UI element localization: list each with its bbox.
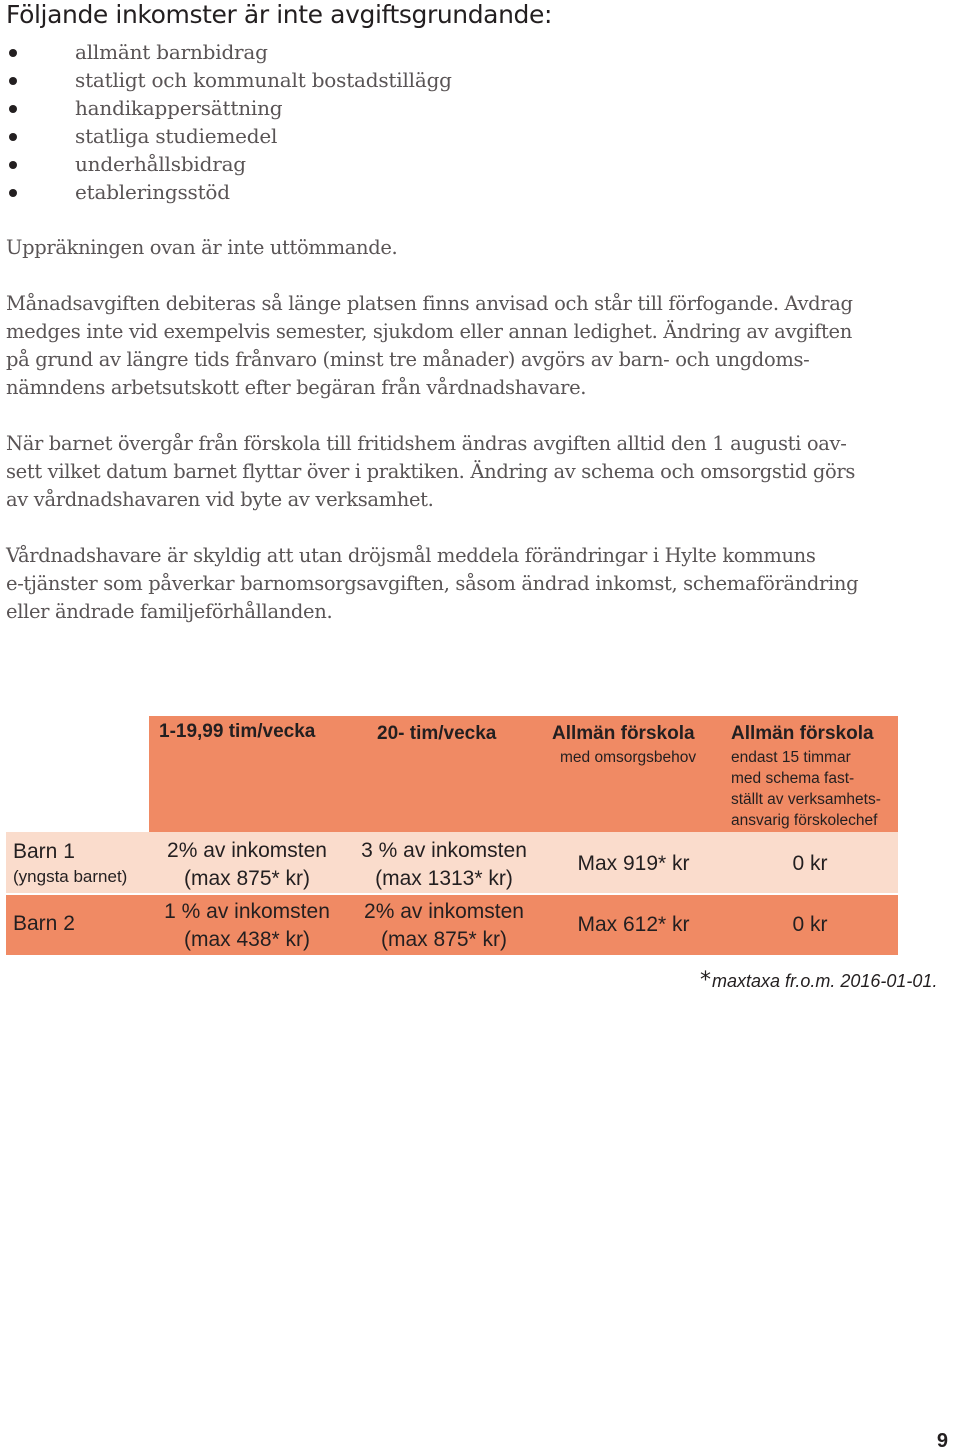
footnote-asterisk: * (700, 968, 711, 993)
table-cell: Max 612* kr (577, 913, 690, 936)
row-label: Barn 2 (13, 912, 75, 935)
bullet-icon (9, 49, 17, 57)
table-cell: 3 % av inkomsten (max 1313* kr) (361, 839, 527, 890)
footnote: maxtaxa fr.o.m. 2016-01-01. (712, 971, 938, 991)
column-header: Allmän förskola (552, 723, 695, 744)
row-sublabel: (yngsta barnet) (13, 867, 128, 886)
paragraph-guardian-duty: Vårdnadshavare är skyldig att utan dröjsmål meddela förändringar i Hylte kommuns e-tjänster som påverkar barnomsorgsavgiften, såsom ändrad inkomst, schemaförändring eller ändrade familjeförhållanden. (6, 544, 859, 623)
column-header: 1-19,99 tim/vecka (159, 721, 316, 742)
section-heading: Följande inkomster är inte avgiftsgrundande: (6, 0, 553, 29)
paragraph-not-exhaustive: Uppräkningen ovan är inte uttömmande. (6, 236, 398, 259)
column-header: Allmän förskola (731, 723, 874, 744)
non-fee-income-list (6, 38, 452, 206)
table-cell: 2% av inkomsten (max 875* kr) (167, 839, 327, 890)
table-cell: 0 kr (792, 913, 828, 936)
bullet-icon (9, 161, 17, 169)
column-subheader: ställt av verksamhets- (731, 791, 881, 808)
list-item: underhållsbidrag (6, 150, 452, 178)
list-item: statliga studiemedel (6, 122, 452, 150)
column-subheader: med schema fast- (731, 770, 855, 787)
column-header: 20- tim/vecka (377, 723, 497, 744)
bullet-icon (9, 189, 17, 197)
bullet-icon (9, 105, 17, 113)
paragraph-monthly-fee: Månadsavgiften debiteras så länge platsen finns anvisad och står till förfogande. Avdrag medges inte vid exempelvis semester, sjukdom eller annan ledighet. Ändring av avgiften på grund av längre tids frånvaro (minst tre månader) avgörs av barn- och ungdoms- nämndens arbetsutskott efter begäran från vårdnadshavare. (6, 292, 853, 399)
paragraph-transition: När barnet övergår från förskola till fritidshem ändras avgiften alltid den 1 augusti oav- sett vilket datum barnet flyttar över i praktiken. Ändring av schema och omsorgstid görs av vårdnadshavaren vid byte av verksamhet. (6, 432, 856, 511)
list-item: statligt och kommunalt bostadstillägg (6, 66, 452, 94)
column-subheader: med omsorgsbehov (560, 749, 697, 766)
table-cell: 0 kr (792, 852, 828, 875)
column-subheader: ansvarig förskolechef (731, 812, 878, 829)
column-subheader: endast 15 timmar (731, 749, 851, 766)
table-cell: 1 % av inkomsten (max 438* kr) (164, 900, 330, 951)
list-item: allmänt barnbidrag (6, 38, 452, 66)
row-label: Barn 1 (13, 840, 75, 863)
list-item: etableringsstöd (6, 178, 452, 206)
table-cell: 2% av inkomsten (max 875* kr) (364, 900, 524, 951)
table-cell: Max 919* kr (577, 852, 690, 875)
bullet-icon (9, 133, 17, 141)
bullet-icon (9, 77, 17, 85)
list-item: handikappersättning (6, 94, 452, 122)
page-number: 9 (936, 1430, 948, 1452)
